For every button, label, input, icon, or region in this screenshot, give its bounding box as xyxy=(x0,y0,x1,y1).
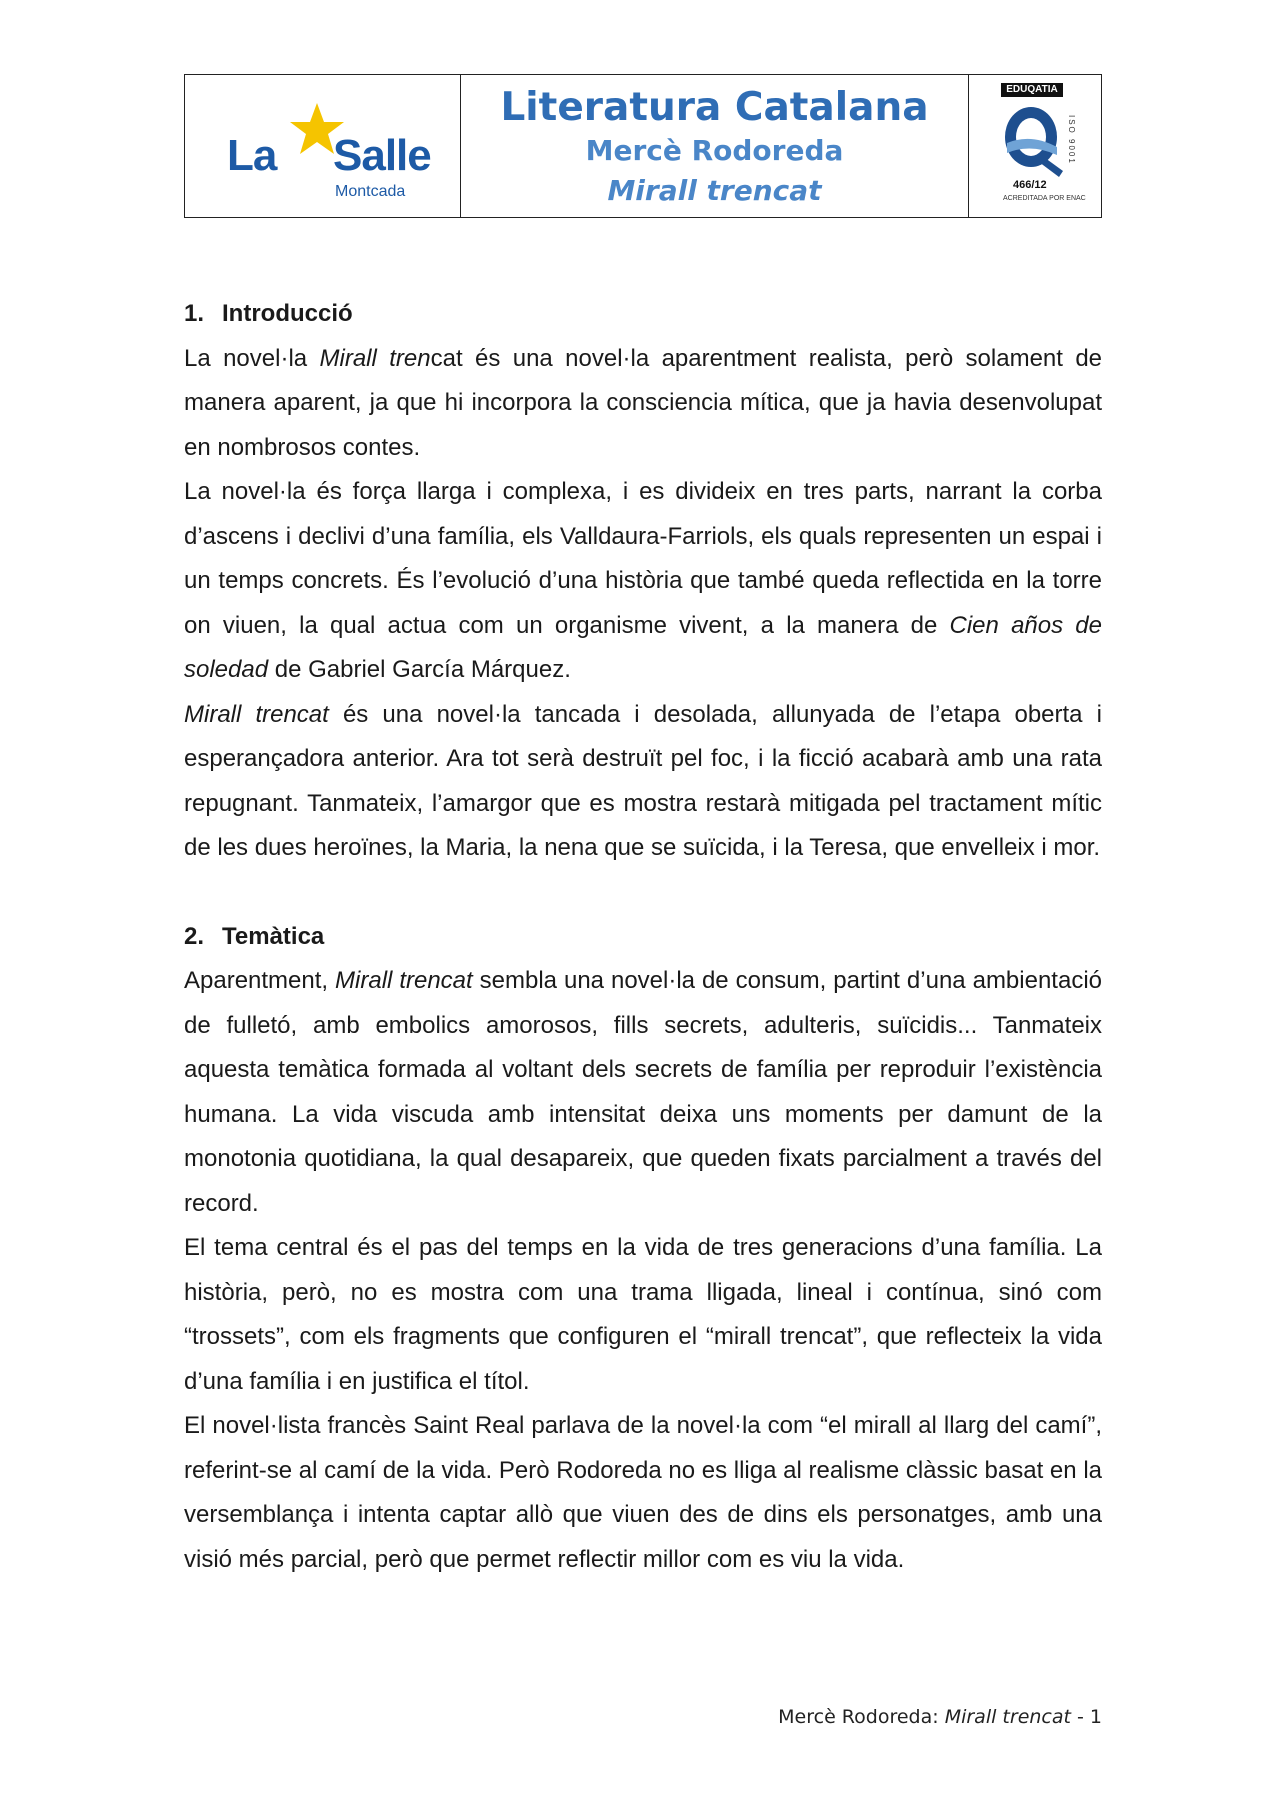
text-run: La novel·la és força llarga i complexa, i es divideix en tres parts, narrant la corba d’ascens i declivi d’una família, els Valldaura-Farriols, els quals representen un espai i un temps concrets. És l’evolució d’una història que també queda reflectida en la torre on viuen, la qual actua com un organisme vivent, a la manera de xyxy=(184,478,1102,639)
text-run-italic: Cien años de soledad xyxy=(184,611,1102,683)
cert-brand: EDUQATIA xyxy=(1001,83,1063,97)
section-title: Introducció xyxy=(222,300,353,327)
author-title: Mercè Rodoreda xyxy=(585,134,844,167)
paragraph xyxy=(184,470,1102,693)
paragraph: El tema central és el pas del temps en la vida de tres generacions d’una família. La història, però, no es mostra com una trama lligada, lineal i contínua, sinó com “trossets”, com els fragments que configuren el “mirall trencat”, que reflecteix la vida d’una família i en justifica el títol. xyxy=(184,1234,1102,1395)
paragraph xyxy=(184,337,1102,471)
spacer xyxy=(184,871,1102,915)
document-header xyxy=(184,74,1102,218)
course-title: Literatura Catalana xyxy=(500,85,929,130)
work-title: Mirall trencat xyxy=(607,174,822,207)
text-run-italic: Mirall trencat xyxy=(335,967,473,994)
cert-number: 466/12 xyxy=(1013,179,1047,191)
paragraph xyxy=(184,959,1102,1226)
quality-q-icon xyxy=(1001,103,1065,179)
page-number: - 1 xyxy=(1070,1706,1102,1728)
text-run-italic: Mirall trencat xyxy=(184,700,329,728)
logo-subtitle: Montcada xyxy=(335,183,406,200)
section-title: Temàtica xyxy=(222,922,325,950)
section-heading xyxy=(184,915,1102,960)
text-run: és una novel·la tancada i desolada, allunyada de l’etapa oberta i esperançadora anterior. Ara tot serà destruït pel foc, i la ficció acabarà amb una rata repugnant. Tanmateix, l’amargor que es mostra restarà mitigada pel tractament mític de les dues heroïnes, la Maria, la nena que se suïcida, i la Teresa, que envelleix i mor. xyxy=(184,700,1102,861)
text-run-italic: Mirall tren xyxy=(319,344,431,372)
logo-la-text: La xyxy=(227,131,277,180)
cert-enac: ACREDITADA POR ENAC xyxy=(1003,195,1086,202)
section-heading xyxy=(184,292,1102,337)
header-title-block xyxy=(461,75,969,217)
text-run: de Gabriel García Márquez. xyxy=(268,656,571,683)
section-number: 2. xyxy=(184,922,205,950)
iso-certification-badge xyxy=(969,75,1101,217)
paragraph xyxy=(184,693,1102,871)
school-logo xyxy=(185,75,461,217)
text-run: sembla una novel·la de consum, partint d’una ambientació de fulletó, amb embolics amorosos, fills secrets, adulteris, suïcidis... Tanmateix aquesta temàtica formada al voltant dels secrets de família per reproduir l’existència humana. La vida viscuda amb intensitat deixa uns moments per damunt de la monotonia quotidiana, la qual desapareix, que queden fixats parcialment a través del record. xyxy=(184,967,1103,1217)
text-run: La novel·la xyxy=(184,344,320,372)
text-run: Aparentment, xyxy=(184,967,336,994)
paragraph: El novel·lista francès Saint Real parlava de la novel·la com “el mirall al llarg del camí”, referint-se al camí de la vida. Però Rodoreda no es lliga al realisme clàssic basat en la versemblança i intenta captar allò que viuen des de dins els personatges, amb una visió més parcial, però que permet reflectir millor com es viu la vida. xyxy=(184,1412,1102,1573)
document-body xyxy=(184,292,1102,1582)
footer-work: Mirall trencat xyxy=(944,1706,1071,1728)
cert-iso-label: ISO 9001 xyxy=(1067,115,1076,165)
section-number: 1. xyxy=(184,300,205,327)
footer-author: Mercè Rodoreda: xyxy=(778,1706,945,1728)
page-footer xyxy=(778,1706,1102,1728)
text-run: cat és una novel·la aparentment realista, però solament de manera aparent, ja que hi incorpora la consciencia mítica, que ja havia desenvolupat en nombrosos contes. xyxy=(184,344,1103,461)
logo-salle-text: Salle xyxy=(333,131,431,180)
